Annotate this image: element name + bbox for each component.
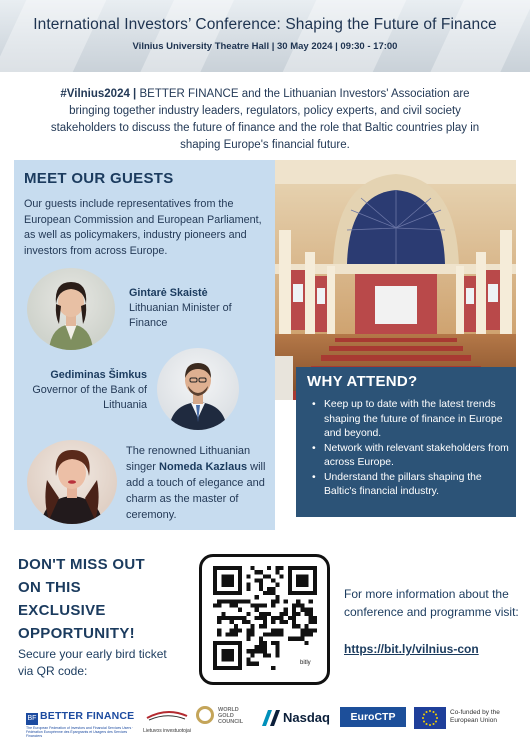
eu-cofunded-logo[interactable] xyxy=(414,707,522,729)
intro-paragraph xyxy=(48,86,482,154)
lia-name: Lietuvos investuotojai xyxy=(143,728,191,734)
better-finance-mark-icon: BF xyxy=(26,713,38,725)
guests-description: Our guests include representatives from the European Commission and European Parliament, as well as policymakers, industry pioneers and investors from across Europe. xyxy=(24,198,262,257)
guest-name: Gediminas Šimkus xyxy=(50,369,147,381)
nasdaq-logo[interactable] xyxy=(260,708,338,728)
list-item: • Keep up to date with the latest trends shaping the future of finance in Europe and beyond. xyxy=(312,398,512,442)
guest-role: Lithuanian Minister of Finance xyxy=(129,302,232,329)
wgc-name: WORLD GOLD COUNCIL xyxy=(218,707,244,725)
event-details: Vilnius University Theatre Hall | 30 May 2024 | 09:30 - 17:00 xyxy=(132,41,398,52)
nasdaq-mark-icon xyxy=(260,708,282,728)
intro-text: BETTER FINANCE and the Lithuanian Investors' Association are bringing together industry leaders, regulators, policy experts, and civil society stakeholders to discuss the future of finance and the role that Baltic countries play in shaping Europe's financial future. xyxy=(50,88,480,151)
host-description xyxy=(126,443,272,523)
lia-swoosh-icon xyxy=(145,709,189,721)
theatre-hall-photo xyxy=(275,160,516,400)
why-attend-heading: WHY ATTEND? xyxy=(307,373,418,390)
bitly-brand: bitly xyxy=(300,660,311,666)
event-hashtag: #Vilnius2024 | xyxy=(60,88,137,100)
nasdaq-name: Nasdaq xyxy=(283,710,330,725)
host-photo-kazlaus xyxy=(27,440,117,524)
eu-flag-icon xyxy=(414,707,446,729)
banner-facet xyxy=(427,0,530,72)
guests-heading: MEET OUR GUESTS xyxy=(24,170,174,187)
lithuanian-investors-logo[interactable] xyxy=(143,708,191,734)
banner-facet xyxy=(137,0,244,72)
guest-photo-simkus xyxy=(157,348,239,430)
qr-code-icon[interactable] xyxy=(213,566,317,670)
eu-text: Co-funded by the European Union xyxy=(450,709,500,724)
better-finance-tagline: The European Federation of Investors and Financial Services Users · Fédération Européenne des Épargnants et Usagers des Services Financiers xyxy=(26,726,134,738)
banner-facet xyxy=(0,0,111,72)
page-title: International Investors’ Conference: Shaping the Future of Finance xyxy=(33,16,497,33)
portrait-man-icon xyxy=(157,348,239,430)
guest-name: Gintarė Skaistė xyxy=(129,287,208,299)
list-item: • Network with relevant stakeholders from across Europe. xyxy=(312,442,512,471)
list-item: • Understand the pillars shaping the Baltic's financial industry. xyxy=(312,471,512,500)
better-finance-name: BETTER FINANCE xyxy=(40,710,135,722)
host-closing-text: will add a touch of elegance and charm as the master of ceremony. xyxy=(126,461,266,521)
info-text: For more information about the conference and programme visit: xyxy=(344,587,519,619)
host-intro-text: The renowned Lithuanian singer xyxy=(126,445,251,473)
better-finance-logo[interactable] xyxy=(26,706,138,738)
portrait-woman-icon xyxy=(27,268,115,350)
why-attend-list xyxy=(312,398,512,500)
guest-photo-skaiste xyxy=(27,268,115,350)
eu-stars-icon xyxy=(414,707,446,729)
guest-card-simkus xyxy=(13,368,147,413)
partner-logos xyxy=(0,700,530,750)
guest-role: Governor of the Bank of Lithuania xyxy=(32,384,147,411)
host-name: Nomeda Kazlaus xyxy=(159,461,248,473)
portrait-singer-icon xyxy=(27,440,117,524)
hall-interior-icon xyxy=(275,160,516,400)
conference-link[interactable]: https://bit.ly/vilnius-con xyxy=(344,642,479,656)
wgc-ring-icon xyxy=(196,706,214,724)
header-banner xyxy=(0,0,530,72)
cta-text: Secure your early bird ticket via QR code: xyxy=(18,647,167,678)
guest-card-skaiste xyxy=(129,286,269,331)
cta-heading: DON'T MISS OUT ON THIS EXCLUSIVE OPPORTUNITY! xyxy=(18,556,145,642)
euroctp-logo[interactable]: EuroCTP xyxy=(340,707,406,727)
banner-facet xyxy=(279,0,411,72)
